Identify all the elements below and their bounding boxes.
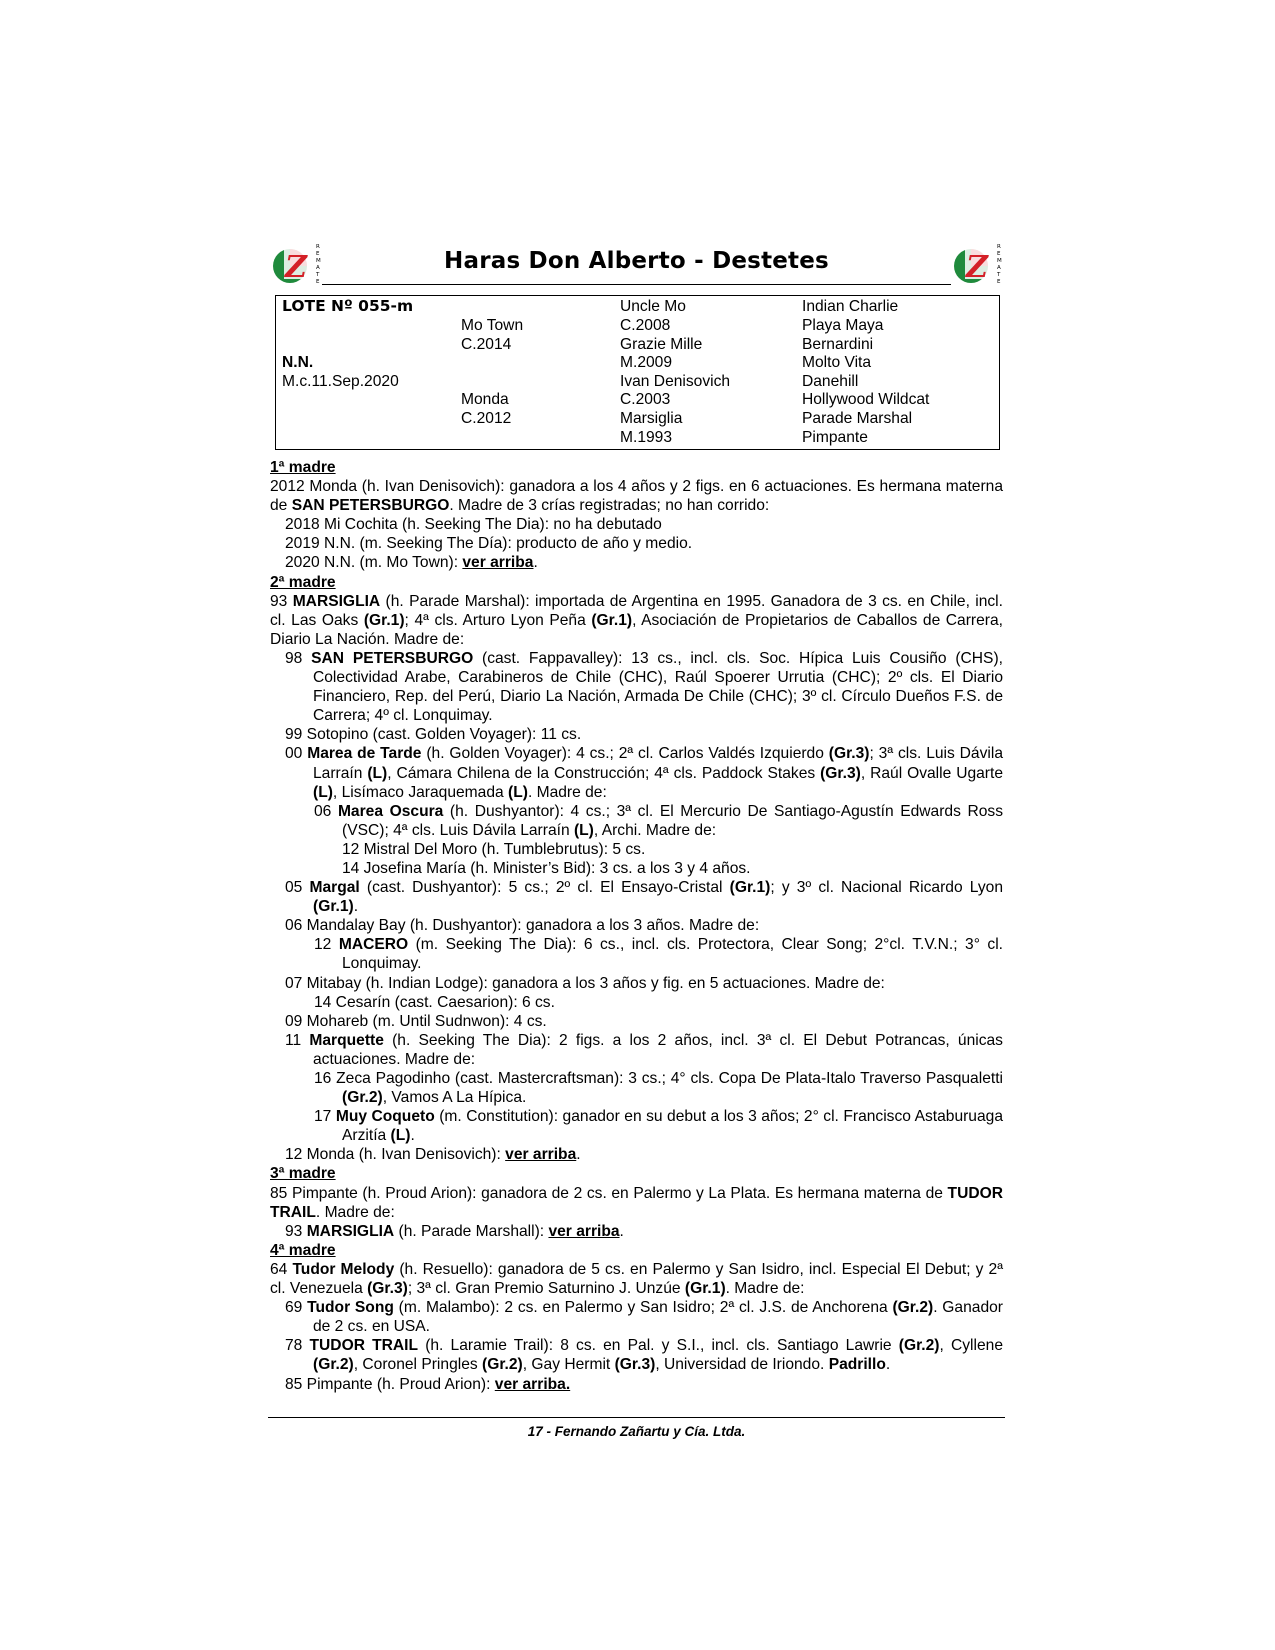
gen3-entry: Pimpante: [802, 429, 868, 446]
section-fourth-dam: 4ª madre: [270, 1241, 336, 1259]
gen2-entry: C.2008: [620, 317, 671, 334]
paragraph: 93 MARSIGLIA (h. Parade Marshal): importada de Argentina en 1995. Ganadora de 3 cs. en Chile, incl. cl. Las Oaks (Gr.1); 4ª cls. Arturo Lyon Peña (Gr.1), Asociación de Propietarios de Caballos de Carrera, Diario La Nación. Madre de:: [270, 592, 1003, 648]
list-item: 78 TUDOR TRAIL (h. Laramie Trail): 8 cs. en Pal. y S.I., incl. cls. Santiago Lawrie (Gr.2), Cyllene (Gr.2), Coronel Pringles (Gr.2), Gay Hermit (Gr.3), Universidad de Iriondo. Padrillo.: [285, 1337, 1003, 1374]
svg-text:T: T: [316, 272, 320, 278]
list-item: 07 Mitabay (h. Indian Lodge): ganadora a los 3 años y fig. en 5 actuaciones. Madre de:: [285, 974, 885, 992]
list-item: 06 Marea Oscura (h. Dushyantor): 4 cs.; 3ª cl. El Mercurio De Santiago-Agustín Edwards Ross (VSC); 4ª cls. Luis Dávila Larraín (L), Archi. Madre de:: [314, 802, 1003, 839]
gen3-entry: Hollywood Wildcat: [802, 391, 930, 408]
svg-text:Z: Z: [285, 250, 307, 285]
paragraph: 64 Tudor Melody (h. Resuello): ganadora de 5 cs. en Palermo y San Isidro, incl. Especial El Debut; y 2ª cl. Venezuela (Gr.3); 3ª cl. Gran Premio Saturnino J. Unzúe (Gr.1). Madre de:: [270, 1260, 1003, 1298]
section-third-dam: 3ª madre: [270, 1165, 336, 1183]
gen3-entry: Indian Charlie: [802, 298, 899, 315]
list-item: 12 Mistral Del Moro (h. Tumblebrutus): 5 cs.: [342, 840, 646, 858]
list-item: 99 Sotopino (cast. Golden Voyager): 11 cs.: [285, 726, 582, 744]
list-item: 12 MACERO (m. Seeking The Dia): 6 cs., incl. cls. Protectora, Clear Song; 2°cl. T.V.N.; 3° cl. Lonquimay.: [314, 936, 1003, 973]
list-item: 69 Tudor Song (m. Malambo): 2 cs. en Palermo y San Isidro; 2ª cl. J.S. de Anchorena (Gr.2). Ganador de 2 cs. en USA.: [285, 1299, 1003, 1336]
svg-text:A: A: [316, 265, 320, 271]
pedigree-table: [275, 295, 1000, 450]
ver-arriba-link: ver arriba.: [494, 1375, 571, 1393]
list-item: 14 Josefina María (h. Minister’s Bid): 3 cs. a los 3 y 4 años.: [342, 859, 751, 877]
gen2-entry: Ivan Denisovich: [620, 373, 731, 390]
gen2-entry: C.2003: [620, 391, 671, 408]
list-item: 2018 Mi Cochita (h. Seeking The Dia): no ha debutado: [285, 516, 662, 534]
sire: Mo Town: [461, 317, 524, 334]
svg-text:R: R: [316, 244, 320, 250]
svg-text:M: M: [997, 258, 1002, 264]
svg-text:M: M: [316, 258, 321, 264]
page-title: Haras Don Alberto - Destetes: [444, 248, 829, 274]
gen2-entry: M.2009: [620, 354, 673, 371]
svg-text:T: T: [997, 272, 1001, 278]
ver-arriba-link: ver arriba: [548, 1222, 620, 1240]
section-second-dam: 2ª madre: [270, 573, 336, 591]
list-item: 12 Monda (h. Ivan Denisovich): ver arriba.: [285, 1146, 581, 1164]
list-item: 06 Mandalay Bay (h. Dushyantor): ganadora a los 3 años. Madre de:: [285, 917, 760, 935]
gen3-entry: Bernardini: [802, 336, 874, 353]
gen2-entry: Marsiglia: [620, 410, 683, 427]
list-item: 09 Mohareb (m. Until Sudnwon): 4 cs.: [285, 1012, 547, 1030]
pedigree-notes: [270, 458, 1003, 1394]
svg-text:E: E: [997, 279, 1001, 285]
svg-text:E: E: [997, 251, 1001, 257]
gen2-entry: Grazie Mille: [620, 336, 703, 353]
gen2-entry: M.1993: [620, 429, 673, 446]
gen3-entry: Danehill: [802, 373, 859, 390]
gen3-entry: Playa Maya: [802, 317, 884, 334]
zremates-logo-left: [270, 240, 322, 286]
svg-text:E: E: [316, 251, 320, 257]
horse-name: N.N.: [282, 354, 314, 371]
section-first-dam: 1ª madre: [270, 459, 336, 476]
dam: Monda: [461, 391, 509, 408]
list-item: 2019 N.N. (m. Seeking The Día): producto de año y medio.: [285, 535, 693, 553]
list-item: 11 Marquette (h. Seeking The Dia): 2 figs. a los 2 años, incl. 3ª cl. El Debut Potrancas, únicas actuaciones. Madre de:: [285, 1031, 1003, 1068]
ver-arriba-link: ver arriba: [462, 554, 534, 572]
header: [270, 240, 1003, 290]
paragraph: 2012 Monda (h. Ivan Denisovich): ganadora a los 4 años y 2 figs. en 6 actuaciones. Es hermana materna de SAN PETERSBURGO. Madre de 3 crías registradas; no han corrido:: [270, 478, 1003, 515]
zremates-logo-right: [951, 240, 1003, 286]
gen3-entry: Parade Marshal: [802, 410, 913, 427]
svg-text:E: E: [316, 279, 320, 285]
ver-arriba-link: ver arriba: [505, 1146, 577, 1164]
lot-number: LOTE Nº 055-m: [282, 297, 414, 315]
header-rule: [322, 284, 951, 285]
paragraph: 85 Pimpante (h. Proud Arion): ganadora de 2 cs. en Palermo y La Plata. Es hermana materna de TUDOR TRAIL. Madre de:: [270, 1184, 1003, 1221]
page: [270, 240, 1003, 1394]
list-item: 16 Zeca Pagodinho (cast. Mastercraftsman): 3 cs.; 4° cls. Copa De Plata-Italo Traverso Pasqualetti (Gr.2), Vamos A La Hípica.: [314, 1070, 1003, 1107]
list-item: 2020 N.N. (m. Mo Town): ver arriba.: [285, 554, 538, 572]
dam-year: C.2012: [461, 410, 512, 427]
svg-text:Z: Z: [966, 250, 988, 285]
list-item: 00 Marea de Tarde (h. Golden Voyager): 4 cs.; 2ª cl. Carlos Valdés Izquierdo (Gr.3); 3ª cls. Luis Dávila Larraín (L), Cámara Chilena de la Construcción; 4ª cls. Paddock Stakes (Gr.3), Raúl Ovalle Ugarte (L), Lisímaco Jaraquemada (L). Madre de:: [285, 745, 1003, 801]
sire-year: C.2014: [461, 336, 512, 353]
svg-text:R: R: [997, 244, 1001, 250]
footer-rule: [268, 1417, 1005, 1418]
list-item: 05 Margal (cast. Dushyantor): 5 cs.; 2º cl. El Ensayo-Cristal (Gr.1); y 3º cl. Nacional Ricardo Lyon (Gr.1).: [285, 879, 1003, 916]
list-item: 17 Muy Coqueto (m. Constitution): ganador en su debut a los 3 años; 2° cl. Francisco Astaburuaga Arzitía (L).: [314, 1108, 1003, 1145]
list-item: 98 SAN PETERSBURGO (cast. Fappavalley): 13 cs., incl. cls. Soc. Hípica Luis Cousiño (CHS), Colectividad Arabe, Carabineros de Chile (CHC), Raúl Spoerer Urrutia (CHC); 2º cls. El Diario Financiero, Rep. del Perú, Diario La Nación, Armada De Chile (CHC); 3º cl. Círculo Dueños F.S. de Carrera; 4º cl. Lonquimay.: [285, 649, 1003, 725]
birth-info: M.c.11.Sep.2020: [282, 373, 399, 390]
list-item: 14 Cesarín (cast. Caesarion): 6 cs.: [314, 993, 555, 1011]
list-item: 85 Pimpante (h. Proud Arion): ver arriba.: [285, 1375, 571, 1393]
gen3-entry: Molto Vita: [802, 354, 872, 371]
list-item: 93 MARSIGLIA (h. Parade Marshall): ver arriba.: [285, 1222, 624, 1240]
footer: 17 - Fernando Zañartu y Cía. Ltda.: [527, 1424, 746, 1439]
gen2-entry: Uncle Mo: [620, 298, 686, 315]
svg-text:A: A: [997, 265, 1001, 271]
